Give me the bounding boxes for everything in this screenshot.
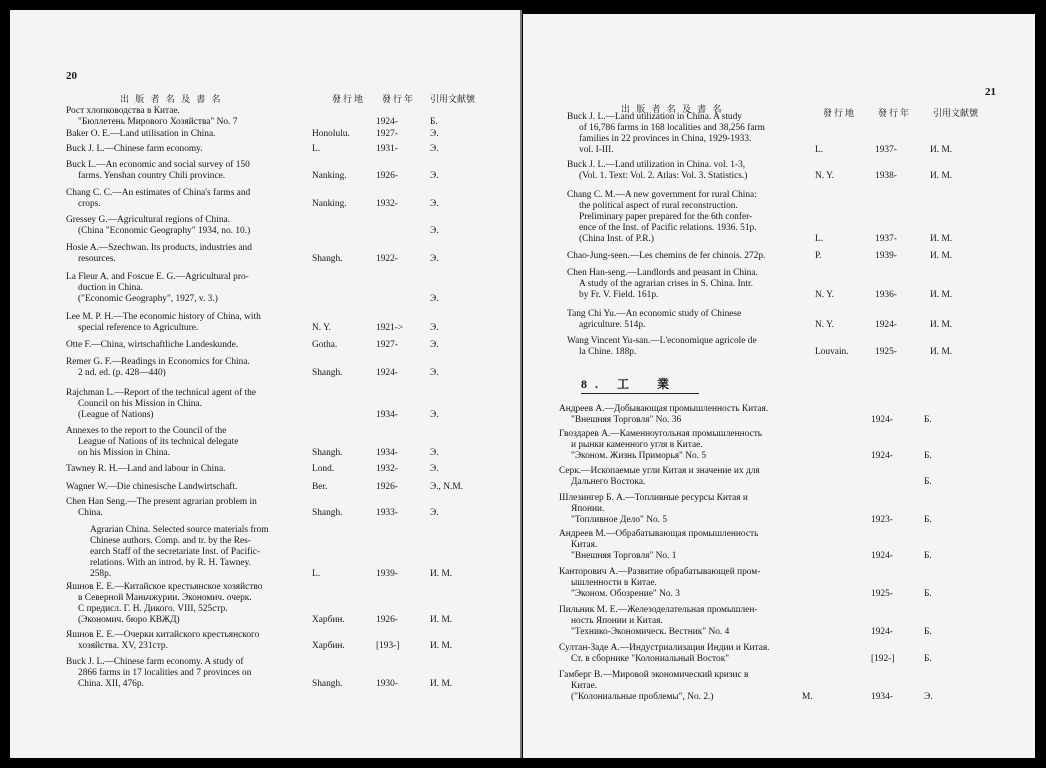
entry-ref: Б. <box>924 627 932 637</box>
entry-title <box>66 188 311 210</box>
entry-year: 1927- <box>376 129 398 139</box>
entry-year: 1937- <box>875 234 897 244</box>
entry-title <box>567 190 807 245</box>
entry-title <box>559 567 804 600</box>
entry-ref: И. М. <box>930 347 953 357</box>
entry-title <box>66 215 311 237</box>
entry-ref: Э. <box>430 129 439 139</box>
entry-ref: Б. <box>430 117 438 127</box>
entry-line: ность Японии и Китая. <box>571 616 663 626</box>
entry-title <box>66 657 311 690</box>
entry-year: 1924- <box>871 551 893 561</box>
entry-ref: Э. <box>430 254 439 264</box>
entry-line: Rajchman L.—Report of the technical agent of the <box>66 388 257 398</box>
entry-ref: Э. <box>924 692 933 702</box>
entry-line: "Эконом. Жизнь Приморья" No. 5 <box>571 451 707 461</box>
entry-line: 258p. <box>90 569 112 579</box>
entry-year: 1922- <box>376 254 398 264</box>
entry-title <box>66 312 311 334</box>
entry-ref: И. М. <box>930 320 953 330</box>
entry-ref: Э. <box>430 144 439 154</box>
entry-title <box>66 482 311 493</box>
entry-title <box>559 605 804 638</box>
entry-year: 1932- <box>376 464 398 474</box>
entry-place: L. <box>312 569 321 579</box>
entry-place: N. Y. <box>815 290 835 300</box>
entry-place: Shangh. <box>312 508 343 518</box>
entry-year: 1923- <box>871 515 893 525</box>
entry-line: Chao-Jung-seen.—Les chemins de fer chinois. 272p. <box>567 251 766 261</box>
entry-line: Wang Vincent Yu-san.—L'economique agricole de <box>567 336 757 346</box>
entry-line: Пильник М. Е.—Железоделательная промышлен- <box>559 605 758 615</box>
entry-title <box>66 340 311 351</box>
entry-ref: Э. <box>430 464 439 474</box>
entry-line: Chinese authors. Comp. and tr. by the Res- <box>90 536 251 546</box>
entry-place: Харбин. <box>312 641 345 651</box>
entry-title <box>559 643 804 665</box>
entry-line: Шлезингер Б. А.—Топливные ресурсы Китая и <box>559 493 748 503</box>
entry-ref: И. М. <box>930 234 953 244</box>
entry-title <box>567 251 807 262</box>
entry-line: Яшнов Е. Е.—Китайское крестьянское хозяйство <box>66 582 263 592</box>
entry-line: Канторович А.—Развитие обрабатывающей пром- <box>559 567 761 577</box>
entry-ref: Э. <box>430 508 439 518</box>
entry-line: С предисл. Г. Н. Дикого. VIII, 525стр. <box>78 604 228 614</box>
header-year: 發行年 <box>878 108 912 118</box>
entry-line: Ст. в сборнике "Колониальный Восток" <box>571 654 730 664</box>
entry-line: и рынки каменного угля в Китае. <box>571 440 703 450</box>
entry-ref: И. М. <box>430 641 453 651</box>
entry-title <box>66 106 311 128</box>
entry-ref: Б. <box>924 589 932 599</box>
header-place: 發行地 <box>332 94 366 104</box>
header-title: 出 版 者 名 及 書 名 <box>120 94 223 104</box>
entry-ref: И. М. <box>930 171 953 181</box>
entry-line: ("Колониальные проблемы", No. 2.) <box>571 692 714 702</box>
entry-place: Nanking. <box>312 199 347 209</box>
entry-title <box>66 388 311 421</box>
entry-line: relations. With an introd. by R. H. Tawney. <box>90 558 252 568</box>
entry-line: Buck J. L.—Chinese farm economy. <box>66 144 203 154</box>
entry-place: Shangh. <box>312 679 343 689</box>
entry-year: [193-] <box>376 641 400 651</box>
entry-year: 1934- <box>376 448 398 458</box>
entry-ref: И. М. <box>930 290 953 300</box>
entry-line: (Vol. 1. Text: Vol. 2. Atlas: Vol. 3. Statistics.) <box>579 171 748 181</box>
entry-line: Дальнего Востока. <box>571 477 646 487</box>
entry-line: хозяйства. XV, 231стр. <box>78 641 168 651</box>
entry-line: Chen Han Seng.—The present agrarian problem in <box>66 497 257 507</box>
entry-line: 2 nd. ed. (p. 428—440) <box>78 368 166 378</box>
entry-place: Ber. <box>312 482 328 492</box>
entry-title <box>66 464 311 475</box>
entry-place: Shangh. <box>312 254 343 264</box>
entry-title <box>559 529 804 562</box>
entry-place: Shangh. <box>312 368 343 378</box>
entry-place: N. Y. <box>312 323 332 333</box>
entry-title <box>66 129 311 140</box>
entry-line: Agrarian China. Selected source materials from <box>90 525 269 535</box>
entry-line: Андреев А.—Добывающая промышленность Китая. <box>559 404 769 414</box>
entry-place: М. <box>802 692 813 702</box>
entry-ref: Э. <box>430 199 439 209</box>
entry-ref: Э. <box>430 323 439 333</box>
entry-line: Китая. <box>571 540 598 550</box>
entry-line: Buck J. L.—Land utilization in China. vol. 1-3, <box>567 160 746 170</box>
entry-line: Buck L.—An economic and social survey of 150 <box>66 160 250 170</box>
entry-line: Chang C. C.—An estimates of China's farms and <box>66 188 251 198</box>
entry-ref: И. М. <box>430 679 453 689</box>
entry-line: crops. <box>78 199 101 209</box>
entry-place: Gotha. <box>312 340 338 350</box>
header-place: 發行地 <box>823 108 857 118</box>
entry-line: Lee M. P. H.—The economic history of China, with <box>66 312 261 322</box>
entry-year: 1932- <box>376 199 398 209</box>
entry-year: 1936- <box>875 290 897 300</box>
entry-year: 1937- <box>875 145 897 155</box>
entry-line: Council on his Mission in China. <box>78 399 202 409</box>
entry-year: 1924- <box>871 627 893 637</box>
entry-ref: Э. <box>430 171 439 181</box>
entry-line: A study of the agrarian crises in S. China. Intr. <box>579 279 753 289</box>
entry-year: 1924- <box>875 320 897 330</box>
entry-line: Серк.—Ископаемые угли Китая и значение их для <box>559 466 760 476</box>
entry-ref: Э. <box>430 448 439 458</box>
entry-line: League of Nations of its technical delegate <box>78 437 239 447</box>
entry-place: L. <box>312 144 321 154</box>
entry-place: Lond. <box>312 464 335 474</box>
entry-line: la Chine. 188p. <box>579 347 637 357</box>
entry-ref: Э. <box>430 340 439 350</box>
entry-line: Tawney R. H.—Land and labour in China. <box>66 464 226 474</box>
entry-title <box>66 160 311 182</box>
entry-ref: Э. <box>430 294 439 304</box>
entry-year: 1939- <box>376 569 398 579</box>
entry-line: agriculture. 514p. <box>579 320 646 330</box>
entry-line: Султан-Заде А.—Индустриализация Индии и Китая. <box>559 643 770 653</box>
entry-line: Wagner W.—Die chinesische Landwirtschaft. <box>66 482 238 492</box>
entry-line: Buck J. L.—Land utilization in China. A study <box>567 112 742 122</box>
entry-title <box>66 144 311 155</box>
entry-title <box>567 309 807 331</box>
entry-line: Baker O. E.—Land utilisation in China. <box>66 129 216 139</box>
entry-line: ence of the Inst. of Pacific relations. 1936. 51p. <box>579 223 757 233</box>
entry-line: Preliminary paper prepared for the 6th confer- <box>579 212 753 222</box>
entry-line: Hosie A.—Szechwan. Its products, industries and <box>66 243 252 253</box>
entry-line: Гвоздарев А.—Каменноугольная промышленность <box>559 429 763 439</box>
entry-place: L. <box>815 234 824 244</box>
entry-line: "Топливное Дело" No. 5 <box>571 515 668 525</box>
entry-year: 1924- <box>871 451 893 461</box>
entry-title <box>567 268 807 301</box>
entry-line: "Технико-Экономическ. Вестник" No. 4 <box>571 627 730 637</box>
entry-ref: Б. <box>924 451 932 461</box>
entry-line: "Внешняя Торговля" No. 1 <box>571 551 677 561</box>
entry-line: Annexes to the report to the Council of the <box>66 426 227 436</box>
entry-line: 2866 farms in 17 localities and 7 provinces on <box>78 668 252 678</box>
entry-line: ышленности в Китае. <box>571 578 657 588</box>
section-title: 8. 工 業 <box>581 375 699 394</box>
entry-ref: И. М. <box>930 145 953 155</box>
entry-title <box>66 497 311 519</box>
entry-title <box>567 112 807 156</box>
entry-title <box>66 243 311 265</box>
entry-year: [192-] <box>871 654 895 664</box>
entry-line: on his Mission in China. <box>78 448 170 458</box>
entry-year: 1939- <box>875 251 897 261</box>
entry-line: of 16,786 farms in 168 localities and 38,256 farm <box>579 123 765 133</box>
entry-year: 1930- <box>376 679 398 689</box>
entry-year: 1927- <box>376 340 398 350</box>
entry-place: N. Y. <box>815 171 835 181</box>
entry-ref: И. М. <box>930 251 953 261</box>
entry-line: Китае. <box>571 681 598 691</box>
entry-line: Японии. <box>571 504 605 514</box>
entry-line: Chang C. M.—A new government for rural China: <box>567 190 757 200</box>
entry-line: families in 22 provinces in China, 1929-1933. <box>579 134 752 144</box>
entry-title <box>66 426 311 459</box>
page-number: 20 <box>66 70 77 82</box>
entry-title <box>66 272 311 305</box>
entry-line: the political aspect of rural reconstruction. <box>579 201 738 211</box>
entry-line: La Fleur A. and Foscue E. G.—Agricultural pro- <box>66 272 249 282</box>
entry-title <box>559 466 804 488</box>
entry-ref: Э. <box>430 368 439 378</box>
entry-place: Shangh. <box>312 448 343 458</box>
entry-title <box>66 357 311 379</box>
entry-ref: Э. <box>430 410 439 420</box>
entry-line: farms. Yenshan country Chili province. <box>78 171 226 181</box>
entry-line: special reference to Agriculture. <box>78 323 199 333</box>
entry-line: Chen Han-seng.—Landlords and peasant in China. <box>567 268 758 278</box>
entry-place: Харбин. <box>312 615 345 625</box>
entry-line: by Fr. V. Field. 161p. <box>579 290 659 300</box>
entry-ref: И. М. <box>430 569 453 579</box>
entry-line: в Северной Маньчжурии. Экономич. очерк. <box>78 593 252 603</box>
entry-title <box>559 670 804 703</box>
entry-year: 1934- <box>871 692 893 702</box>
header-ref: 引用文献號 <box>430 94 476 104</box>
entry-line: duction in China. <box>78 283 143 293</box>
entry-ref: Б. <box>924 415 932 425</box>
entry-title <box>567 160 807 182</box>
entry-ref: Б. <box>924 551 932 561</box>
entry-title <box>66 582 311 626</box>
entry-line: Buck J. L.—Chinese farm economy. A study of <box>66 657 244 667</box>
entry-place: L. <box>815 145 824 155</box>
entry-line: "Внешняя Торговля" No. 36 <box>571 415 682 425</box>
entry-line: "Эконом. Обозрение" No. 3 <box>571 589 680 599</box>
entry-ref: Б. <box>924 515 932 525</box>
entry-year: 1931- <box>376 144 398 154</box>
entry-line: Tang Chi Yu.—An economic study of Chinese <box>567 309 742 319</box>
entry-line: Рост хлопководства в Китае. <box>66 106 180 116</box>
entry-year: 1924- <box>376 368 398 378</box>
right-page <box>523 14 1035 758</box>
entry-place: N. Y. <box>815 320 835 330</box>
left-page <box>10 10 522 758</box>
entry-ref: И. М. <box>430 615 453 625</box>
entry-year: 1926- <box>376 482 398 492</box>
entry-line: Андреев М.—Обрабатывающая промышленность <box>559 529 759 539</box>
entry-ref: Б. <box>924 654 932 664</box>
entry-line: China. XII, 476p. <box>78 679 144 689</box>
entry-line: Гамберг В.—Мировой экономический кризис в <box>559 670 749 680</box>
entry-year: 1924- <box>376 117 398 127</box>
entry-title <box>559 429 804 462</box>
entry-line: Remer G. F.—Readings in Economics for China. <box>66 357 250 367</box>
entry-year: 1921-> <box>376 323 404 333</box>
entry-title <box>66 525 311 580</box>
entry-place: Louvain. <box>815 347 849 357</box>
entry-line: ("Economic Geography", 1927, v. 3.) <box>78 294 218 304</box>
entry-title <box>66 630 311 652</box>
entry-line: Gressey G.—Agricultural regions of China. <box>66 215 231 225</box>
entry-year: 1938- <box>875 171 897 181</box>
entry-ref: Э., N.M. <box>430 482 464 492</box>
entry-year: 1926- <box>376 171 398 181</box>
entry-place: Nanking. <box>312 171 347 181</box>
page-number: 21 <box>985 86 996 98</box>
entry-line: (China Inst. of P.R.) <box>579 234 654 244</box>
entry-ref: Б. <box>924 477 932 487</box>
entry-year: 1924- <box>871 415 893 425</box>
entry-ref: Э. <box>430 226 439 236</box>
entry-year: 1933- <box>376 508 398 518</box>
entry-year: 1926- <box>376 615 398 625</box>
header-title: 出 版 者 名 及 書 名 <box>621 104 724 114</box>
entry-title <box>567 336 807 358</box>
entry-year: 1934- <box>376 410 398 420</box>
entry-line: China. <box>78 508 103 518</box>
entry-line: resources. <box>78 254 116 264</box>
entry-line: (China "Economic Geography" 1934, no. 10.) <box>78 226 251 236</box>
entry-line: "Бюллетень Мирового Хозяйства" No. 7 <box>78 117 238 127</box>
entry-title <box>559 493 804 526</box>
header-year: 發行年 <box>382 94 416 104</box>
entry-year: 1925- <box>871 589 893 599</box>
entry-place: Honolulu. <box>312 129 350 139</box>
entry-line: vol. I-III. <box>579 145 614 155</box>
header-ref: 引用文献號 <box>933 108 979 118</box>
entry-place: P. <box>815 251 822 261</box>
entry-line: earch Staff of the secretariate Inst. of Pacific- <box>90 547 261 557</box>
entry-line: Otte F.—China, wirtschaftliche Landeskunde. <box>66 340 239 350</box>
entry-line: (League of Nations) <box>78 410 154 420</box>
entry-title <box>559 404 804 426</box>
entry-line: Яшнов Е. Е.—Очерки китайского крестьянского <box>66 630 260 640</box>
entry-line: (Экономич. бюро КВЖД) <box>78 615 180 625</box>
entry-year: 1925- <box>875 347 897 357</box>
